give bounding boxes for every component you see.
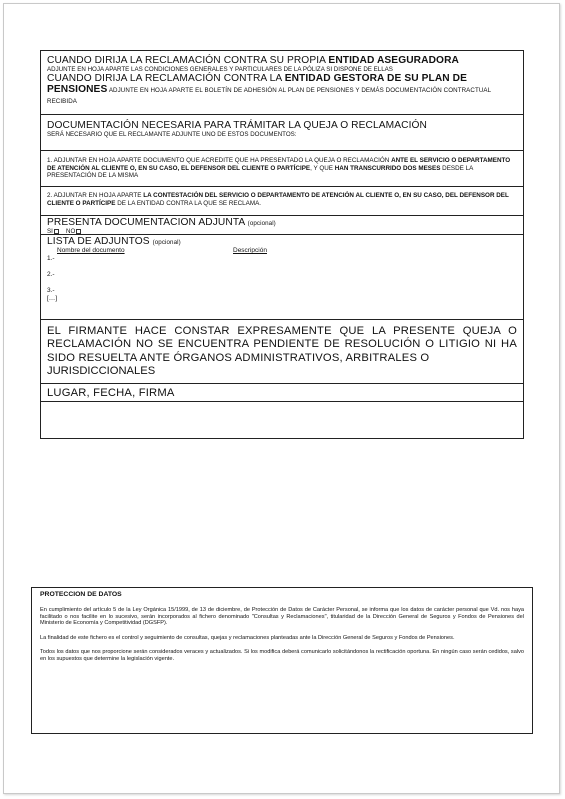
lugar-fecha-firma-section xyxy=(41,384,523,402)
column-nombre-documento: Nombre del documento xyxy=(57,247,125,254)
adjuntos-optional: (opcional) xyxy=(152,239,181,246)
firma-field[interactable] xyxy=(41,402,523,438)
adjunto-row[interactable]: 2.- xyxy=(47,271,55,278)
firmante-declaracion-end: JURISDICCIONALES xyxy=(47,365,156,378)
no-checkbox[interactable] xyxy=(76,229,81,234)
item2-text-b: DE LA ENTIDAD CONTRA LA QUE SE RECLAMA. xyxy=(115,199,262,207)
reclamacion-line-2-note: ADJUNTE EN HOJA APARTE EL BOLETÍN DE ADHESIÓN AL PLAN DE PENSIONES Y DEMÁS DOCUMENTACIÓN CONTRACTUAL RECIBIDA xyxy=(47,87,491,105)
adjunto-row-more: […] xyxy=(47,295,58,302)
documentacion-title: DOCUMENTACIÓN NECESARIA PARA TRÁMITAR LA QUEJA O RECLAMACIÓN xyxy=(47,120,427,131)
reclamacion-line-2 xyxy=(47,73,517,106)
lista-adjuntos-section xyxy=(41,235,523,320)
proteccion-datos-paragraph-2: La finalidad de este fichero es el control y seguimiento de consultas, quejas y reclamaciones planteadas ante la Dirección General de Seguros y Fondos de Pensiones. xyxy=(40,634,455,641)
firmante-declaracion-section xyxy=(41,320,523,384)
firmante-declaracion: EL FIRMANTE HACE CONSTAR EXPRESAMENTE QUE LA PRESENTE QUEJA O RECLAMACIÓN NO SE ENCUENTRA PENDIENTE DE RESOLUCIÓN O LITIGIO NI HA SIDO RESUELTA ANTE ÓRGANOS ADMINISTRATIVOS, ARBITRALES O xyxy=(47,325,517,364)
documento-opcion-1 xyxy=(41,151,523,187)
item1-bold-b: HAN TRANSCURRIDO DOS MESES xyxy=(334,164,441,172)
presenta-title xyxy=(47,217,517,228)
proteccion-datos-title: PROTECCION DE DATOS xyxy=(40,591,122,598)
item1-text-a: 1. ADJUNTAR EN HOJA APARTE DOCUMENTO QUE ACREDITE QUE HA PRESENTADO LA QUEJA O RECLAMACIÓN xyxy=(47,157,392,164)
item2-bold-a: LA CONTESTACIÓN DEL SERVICIO O DEPARTAMENTO DE ATENCIÓN AL CLIENTE O, EN SU CASO, DEL DEFENSOR DEL CLIENTE O PARTÍCIPE xyxy=(47,192,509,207)
documento-opcion-2 xyxy=(41,187,523,216)
complaint-form xyxy=(40,50,524,439)
adjunto-row[interactable]: 1.- xyxy=(47,255,55,262)
proteccion-datos-paragraph-1: En cumplimiento del artículo 5 de la Ley Orgánica 15/1999, de 13 de diciembre, de Protección de Datos de Carácter Personal, se informa que los datos de carácter personal que Vd. nos haya facilitado o nos facilite en lo sucesivo, serán incorporados al fichero denominado "Consultas y Reclamaciones", titularidad de la Dirección General de Seguros y Fondos de Pensiones del Ministerio de Economía y Competitividad (DGSFP). xyxy=(40,607,524,627)
column-descripcion: Descripción xyxy=(233,247,267,254)
reclamacion-line-2-prefix: CUANDO DIRIJA LA RECLAMACIÓN CONTRA LA xyxy=(47,73,285,84)
reclamacion-section xyxy=(41,51,523,115)
presenta-title-text: PRESENTA DOCUMENTACION ADJUNTA xyxy=(47,217,248,228)
reclamacion-line-1-note: ADJUNTE EN HOJA APARTE LAS CONDICIONES GENERALES Y PARTICULARES DE LA PÓLIZA SI DISPONE DE ELLAS xyxy=(47,66,393,73)
presenta-documentacion-section xyxy=(41,216,523,235)
item1-text-c: DESDE LA PRESENTACIÓN DE LA MISMA xyxy=(47,164,473,180)
adjuntos-title xyxy=(47,236,517,247)
proteccion-datos-box xyxy=(31,587,533,734)
item1-bold-a: ANTE EL SERVICIO O DEPARTAMENTO DE ATENCIÓN AL CLIENTE O, EN SU CASO, EL DEFENSOR DEL CLIENTE O PARTÍCIPE xyxy=(47,157,511,172)
documentacion-section xyxy=(41,115,523,151)
presenta-optional: (opcional) xyxy=(247,220,276,227)
reclamacion-line-1 xyxy=(47,55,517,66)
si-label: SI xyxy=(47,228,53,235)
presenta-options xyxy=(47,228,517,235)
proteccion-datos-paragraph-3: Todos los datos que nos proporcione serán considerados veraces y actualizados. Si los modifica deberá comunicarlo solicitándonos la rectificación oportuna. En ningún caso serán cedidos, salvo en los supuestos que determine la legislación vigente. xyxy=(40,649,524,662)
reclamacion-line-1-prefix: CUANDO DIRIJA LA RECLAMACIÓN CONTRA SU PROPIA xyxy=(47,55,329,66)
reclamacion-line-2-bold: ENTIDAD GESTORA DE SU PLAN DE PENSIONES xyxy=(47,73,468,95)
reclamacion-line-1-bold: ENTIDAD ASEGURADORA xyxy=(328,55,459,66)
no-label: NO xyxy=(66,228,76,235)
lugar-fecha-firma-label: LUGAR, FECHA, FIRMA xyxy=(47,387,175,399)
adjuntos-column-headers xyxy=(57,247,517,254)
item1-text-b: , Y QUE xyxy=(310,164,335,172)
adjunto-row[interactable]: 3.- xyxy=(47,287,55,294)
si-checkbox[interactable] xyxy=(54,229,59,234)
item2-text-a: 2. ADJUNTAR EN HOJA APARTE xyxy=(47,192,144,199)
documentacion-subtitle: SERÁ NECESARIO QUE EL RECLAMANTE ADJUNTE UNO DE ESTOS DOCUMENTOS: xyxy=(47,131,297,138)
adjuntos-rows xyxy=(47,255,517,302)
adjuntos-title-text: LISTA DE ADJUNTOS xyxy=(47,236,153,247)
